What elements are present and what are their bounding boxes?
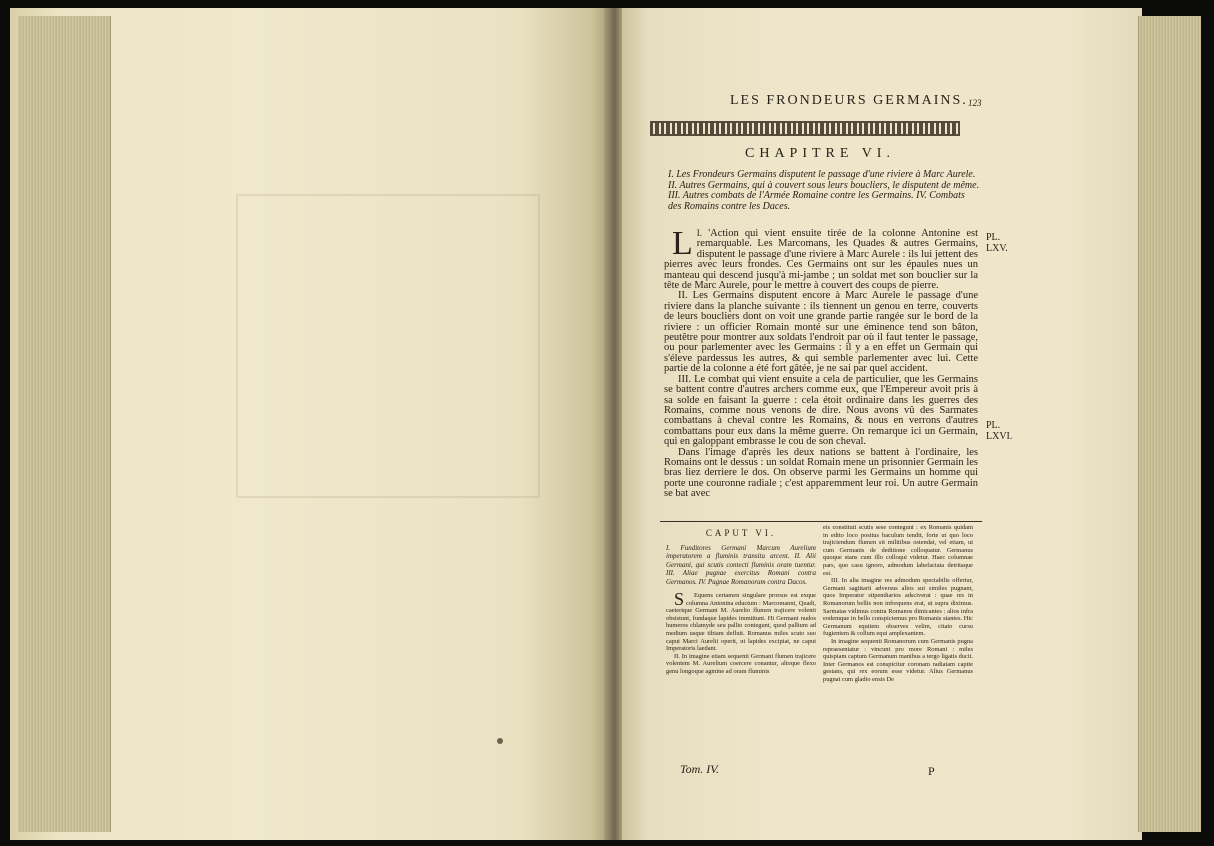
french-body-text — [664, 225, 978, 500]
section-rule — [660, 521, 982, 522]
show-through-plate — [236, 194, 540, 498]
latin-right-paragraph-1: eis constituti scutis sese contegunt : ex Romanis quidam in edito loco positus baculum tendit, forte ut quo loco trajiciendum flumen sit militibus ostendat, vel etiam, ut cum Germanis de deditione colloquatur. Germanus quoque stans cum illo colloqui videtur. Haec columnae pars, quo casu ignoro, admodum labefactata detritaque est. — [823, 524, 973, 577]
book-spread — [10, 8, 1206, 840]
latin-column-left — [666, 530, 816, 676]
paragraph-1 — [664, 225, 978, 292]
latin-summary: I. Funditores Germani Marcum Aurelium imperatorem a fluminis transitu arcent. II. Alii Germani, qui scutis contecti fluminis oram tuentur. III. Aliae pugnae exercitus Romani contra Germanos. IV. Pugnae Romanorum contra Dacos. — [666, 543, 816, 586]
paragraph-4: Dans l'image d'après les deux nations se battent à l'ordinaire, les Romains ont le dessus : un soldat Romain mene un prisonnier Germain les bras liez derriere le dos. On observe parmi les Germains un homme qui porte une couronne radiale ; c'est apparemment leur roi. Un autre Germain se bat avec — [664, 446, 978, 500]
left-page-edges — [18, 16, 111, 832]
paragraph-2: II. Les Germains disputent encore à Marc Aurele le passage d'une riviere dans la planche suivante : ils tiennent un genou en terre, couverts de leurs boucliers dont on voit une grande partie rangée sur le bord de la riviere : un officier Romain monté sur une éminence tend son bâton, peutêtre pour montrer aux soldats l'endroit par où il faut tenter le passage, ou pour parlementer avec les Germains : il y a en effet un Germain qui s'éleve pardessus les autres, & qui semble parlementer avec lui. Cette partie de la colonne a été fort gâtée, je ne sai par quel accident. — [664, 290, 978, 375]
latin-column-right — [823, 524, 973, 683]
latin-paragraph-2: II. In imagine etiam sequenti Germani flumen trajicere volentem M. Aurelium coercere conantur, altoque flexo genu longoque agmine ad oram fluminis — [666, 652, 816, 676]
drop-cap: L — [672, 225, 693, 262]
latin-chapter-title: CAPUT VI. — [705, 528, 777, 538]
headpiece-ornament — [650, 121, 960, 136]
paper-spot — [497, 738, 503, 744]
latin-right-paragraph-3: In imagine sequenti Romanorum cum Germanis pugna repraesentatur : vincunt pro more Romani : miles quispiam captum Germanum manibus a tergo ligatis ducit. Inter Germanos est conspicitur coronam radiatam capite gestans, qui rex eorum esse videtur. Alius Germanus pugnat cum gladio ensis De — [823, 637, 973, 683]
signature-mark: P — [928, 764, 935, 778]
latin-paragraph-1-text: Equens certamen singulare prorsus est exque columna Antonina eductum : Marcomanni, Quadi, caeterique Germani M. Aurelio flumen trajicere volenti obsistunt, fundaque lapides immittunt. Hi Germani nudos humeros chlamyde seu pallio contegunt, quod pallium ad medium usque tibiam defluit. Romanus miles scuto suo caput Marci Aurelii operit, ut lapides excipiat, ne caput Imperatoris laedant. — [666, 592, 816, 653]
margin-note-plate-65: PL. LXV. — [986, 232, 1008, 254]
latin-right-paragraph-2: III. In alia imagine res admodum spectabilis offertur, Germani sagittarii adversus alios sui similes pugnant, quos Imperator stipendiarios adsciverat : quae res in Romanorum bellis non infrequens erat, ut supra diximus. Sarmatas vidimus contra Romanos dimicantes : alios infra eodemque in bello conspiciemus pro Romanis stantes. Hic Germanum equitem observes velim, citato cursu fugientem & collum equi amplexantem. — [823, 577, 973, 638]
page-number: 123 — [968, 98, 982, 108]
chapter-summary: I. Les Frondeurs Germains disputent le passage d'une riviere à Marc Aurele. II. Autres Germains, qui à couvert sous leurs boucliers, le disputent de même. III. Autres combats de l'Armée Romaine contre les Germains. IV. Combats des Romains contre les Daces. — [668, 169, 980, 212]
volume-footer: Tom. IV. — [680, 762, 720, 776]
running-head: LES FRONDEURS GERMAINS. — [730, 93, 968, 108]
paragraph-3: III. Le combat qui vient ensuite a cela de particulier, que les Germains se battent contre d'autres archers comme eux, que l'Empereur avoit pris à sa solde en faisant la guerre : cela étoit ordinaire dans les guerres des Romains, comme nous venons de dire. Nous avons vû des Sarmates combattans à cheval contre les Romains, & nous en verrons d'autres combattans pour eux dans la même guerre. On remarque ici un Germain, qui en galoppant embrasse le cou de son cheval. — [664, 373, 978, 448]
right-page-edges — [1138, 16, 1201, 832]
chapter-title: CHAPITRE VI. — [745, 146, 895, 161]
paragraph-number: I. — [696, 228, 703, 238]
latin-drop-cap: S — [674, 589, 685, 610]
margin-note-plate-66: PL. LXVI. — [986, 420, 1013, 442]
latin-paragraph-1 — [666, 589, 816, 653]
paragraph-1-text: 'Action qui vient ensuite tirée de la colonne Antonine est remarquable. Les Marcomans, les Quades & autres Germains, disputent le passage d'une riviere à Marc Aurele : ils lui jettent des pierres avec leurs frondes. Ces Germains ont sur les épaules nues un manteau qui descend jusqu'à mi-jambe ; un soldat met son bouclier sur la tête de Marc Aurele, pour le mettre à couvert des coups de pierre. — [664, 228, 978, 292]
